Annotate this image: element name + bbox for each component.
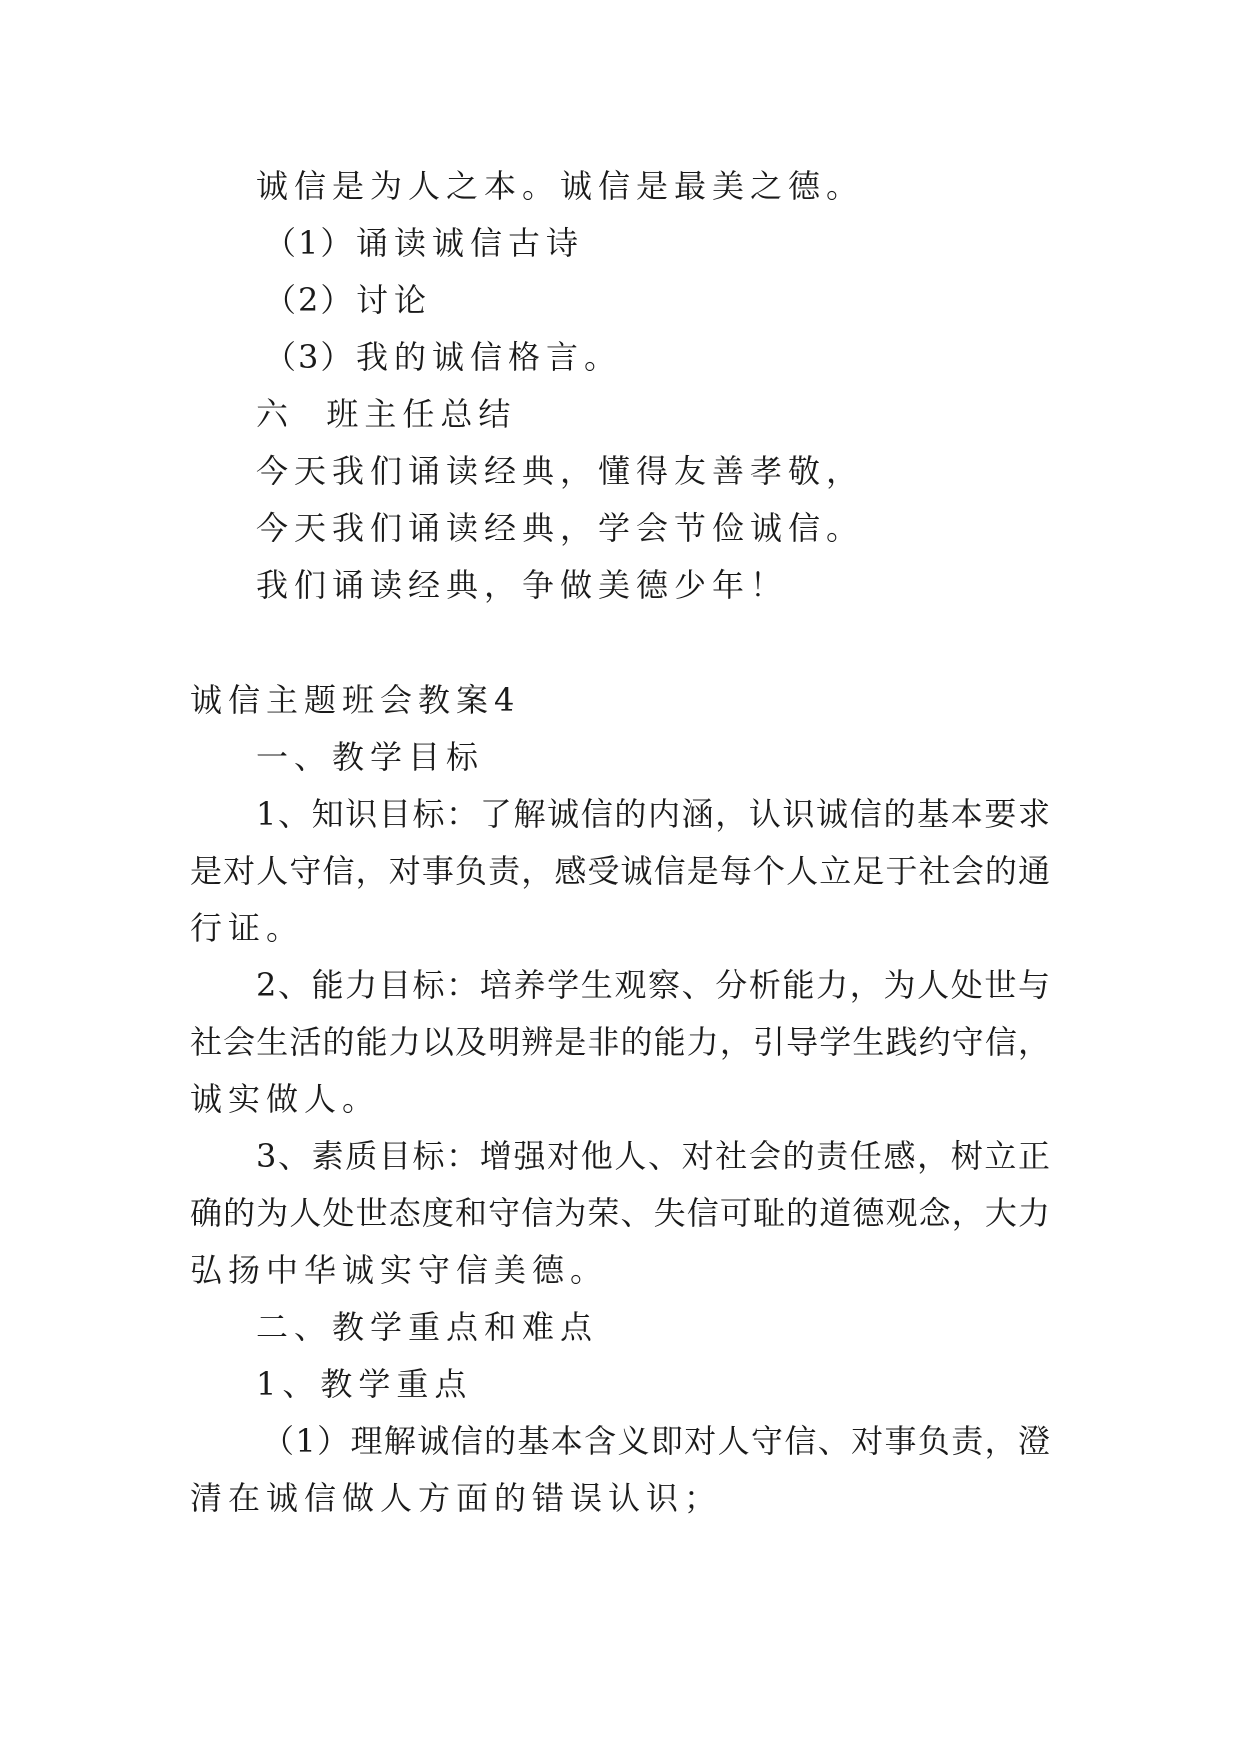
paragraph-line: 诚实做人。 [190, 1080, 381, 1118]
paragraph-line: 清在诚信做人方面的错误认识； [190, 1479, 723, 1517]
list-item [264, 223, 584, 263]
section-heading: 二、教学重点和难点 [256, 1308, 599, 1346]
list-item-number: （3） [264, 338, 355, 376]
text-line: 我们诵读经典，争做美德少年！ [256, 566, 789, 604]
section-heading: 六 班主任总结 [256, 395, 517, 433]
list-item-number: （1） [264, 224, 355, 262]
list-item-text: 诵读诚信古诗 [356, 224, 585, 262]
list-item-number: （2） [264, 281, 355, 319]
document-heading: 诚信主题班会教案4 [190, 681, 521, 719]
paragraph-line: 社会生活的能力以及明辨是非的能力，引导学生践约守信， [190, 1023, 1050, 1061]
paragraph-line: （1）理解诚信的基本含义即对人守信、对事负责，澄 [262, 1422, 1050, 1460]
paragraph-line: 确的为人处世态度和守信为荣、失信可耻的道德观念，大力 [190, 1194, 1050, 1232]
subsection-heading: 1、教学重点 [256, 1365, 473, 1403]
paragraph-line: 2、能力目标：培养学生观察、分析能力，为人处世与 [256, 966, 1050, 1004]
paragraph-line: 弘扬中华诚实守信美德。 [190, 1251, 609, 1289]
list-item [264, 337, 622, 377]
list-item-text: 我的诚信格言。 [356, 338, 623, 376]
text-line: 今天我们诵读经典，懂得友善孝敬， [256, 452, 865, 490]
section-heading: 一、教学目标 [256, 738, 485, 776]
list-item-text: 讨论 [356, 281, 433, 319]
paragraph-line: 是对人守信，对事负责，感受诚信是每个人立足于社会的通 [190, 852, 1050, 890]
paragraph-line: 1、知识目标：了解诚信的内涵，认识诚信的基本要求 [256, 795, 1050, 833]
list-item [264, 280, 432, 320]
text-line: 今天我们诵读经典，学会节俭诚信。 [256, 509, 865, 547]
paragraph-line: 3、素质目标：增强对他人、对社会的责任感，树立正 [256, 1137, 1050, 1175]
paragraph-line: 行证。 [190, 909, 305, 947]
text-line: 诚信是为人之本。诚信是最美之德。 [256, 167, 865, 205]
